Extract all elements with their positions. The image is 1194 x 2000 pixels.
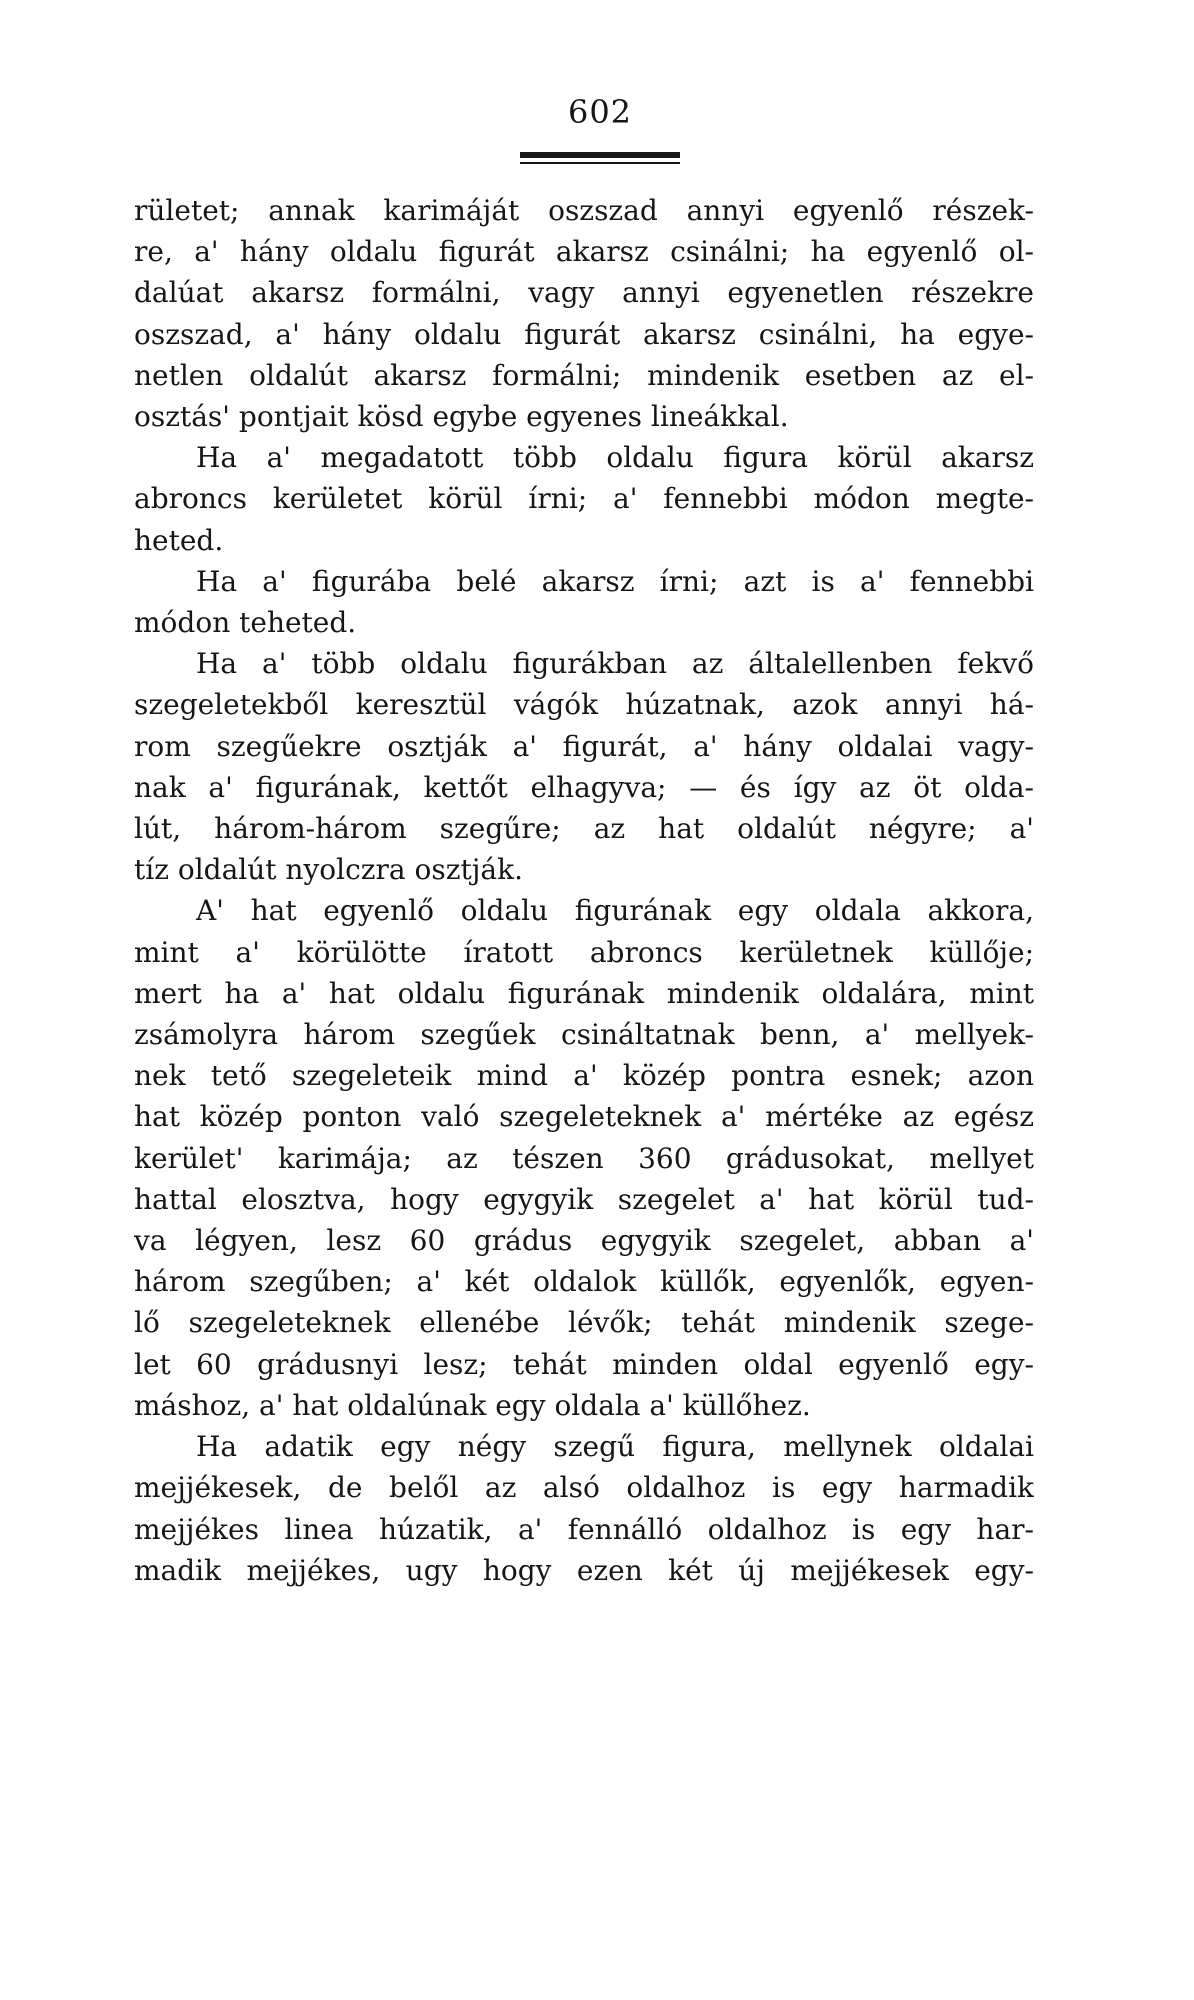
text-line: zsámolyra három szegűek csináltatnak benn, a' mellyek-	[134, 1018, 1034, 1052]
header-rule-thin	[520, 162, 680, 164]
text-line: dalúat akarsz formálni, vagy annyi egyenetlen részekre	[134, 276, 1034, 310]
text-line: let 60 grádusnyi lesz; tehát minden oldal egyenlő egy-	[134, 1347, 1034, 1381]
text-line: mint a' körülötte íratott abroncs kerületnek küllője;	[134, 935, 1034, 969]
text-line: madik mejjékes, ugy hogy ezen két új mejjékesek egy-	[134, 1553, 1034, 1587]
text-line: rom szegűekre osztják a' figurát, a' hány oldalai vagy-	[134, 729, 1034, 763]
text-line: Ha adatik egy négy szegű figura, mellynek oldalai	[196, 1430, 1034, 1464]
text-line: nek tető szegeleteik mind a' közép pontra esnek; azon	[134, 1059, 1034, 1093]
text-line: osztás' pontjait kösd egybe egyenes lineákkal.	[134, 400, 789, 434]
text-line: lő szegeleteknek ellenébe lévők; tehát mindenik szege-	[134, 1306, 1034, 1340]
text-line: lút, három-három szegűre; az hat oldalút négyre; a'	[134, 812, 1034, 846]
text-line: nak a' figurának, kettőt elhagyva; — és így az öt olda-	[134, 770, 1034, 804]
text-line: szegeletekből keresztül vágók húzatnak, azok annyi há-	[134, 688, 1034, 722]
text-line: A' hat egyenlő oldalu figurának egy oldala akkora,	[196, 894, 1034, 928]
text-line: Ha a' figurába belé akarsz írni; azt is a' fennebbi	[196, 564, 1034, 598]
text-line: abroncs kerületet körül írni; a' fennebbi módon megte-	[134, 482, 1034, 516]
body-text	[134, 190, 1034, 1591]
text-line: heted.	[134, 523, 224, 557]
text-line: máshoz, a' hat oldalúnak egy oldala a' küllőhez.	[134, 1388, 811, 1422]
page-number: 602	[567, 93, 633, 131]
text-line: három szegűben; a' két oldalok küllők, egyenlők, egyen-	[134, 1265, 1034, 1299]
text-line: módon teheted.	[134, 606, 357, 640]
text-line: mejjékesek, de belől az alsó oldalhoz is egy harmadik	[134, 1471, 1034, 1505]
text-line: kerület' karimája; az tészen 360 grádusokat, mellyet	[134, 1141, 1034, 1175]
text-line: va légyen, lesz 60 grádus egygyik szegelet, abban a'	[134, 1224, 1034, 1258]
text-line: rületet; annak karimáját oszszad annyi egyenlő részek-	[134, 194, 1034, 227]
header-rule-thick	[520, 152, 680, 158]
text-line: tíz oldalút nyolczra osztják.	[134, 853, 523, 887]
text-line: hattal elosztva, hogy egygyik szegelet a' hat körül tud-	[134, 1182, 1034, 1216]
text-line: netlen oldalút akarsz formálni; mindenik esetben az el-	[134, 358, 1034, 392]
text-line: Ha a' több oldalu figurákban az általellenben fekvő	[196, 647, 1034, 681]
text-line: mert ha a' hat oldalu figurának mindenik oldalára, mint	[134, 976, 1034, 1010]
text-line: Ha a' megadatott több oldalu figura körül akarsz	[196, 441, 1034, 475]
text-line: re, a' hány oldalu figurát akarsz csinálni; ha egyenlő ol-	[134, 235, 1034, 269]
text-line: hat közép ponton való szegeleteknek a' mértéke az egész	[134, 1100, 1034, 1134]
text-line: mejjékes linea húzatik, a' fennálló oldalhoz is egy har-	[134, 1512, 1034, 1546]
text-line: oszszad, a' hány oldalu figurát akarsz csinálni, ha egye-	[134, 317, 1034, 351]
